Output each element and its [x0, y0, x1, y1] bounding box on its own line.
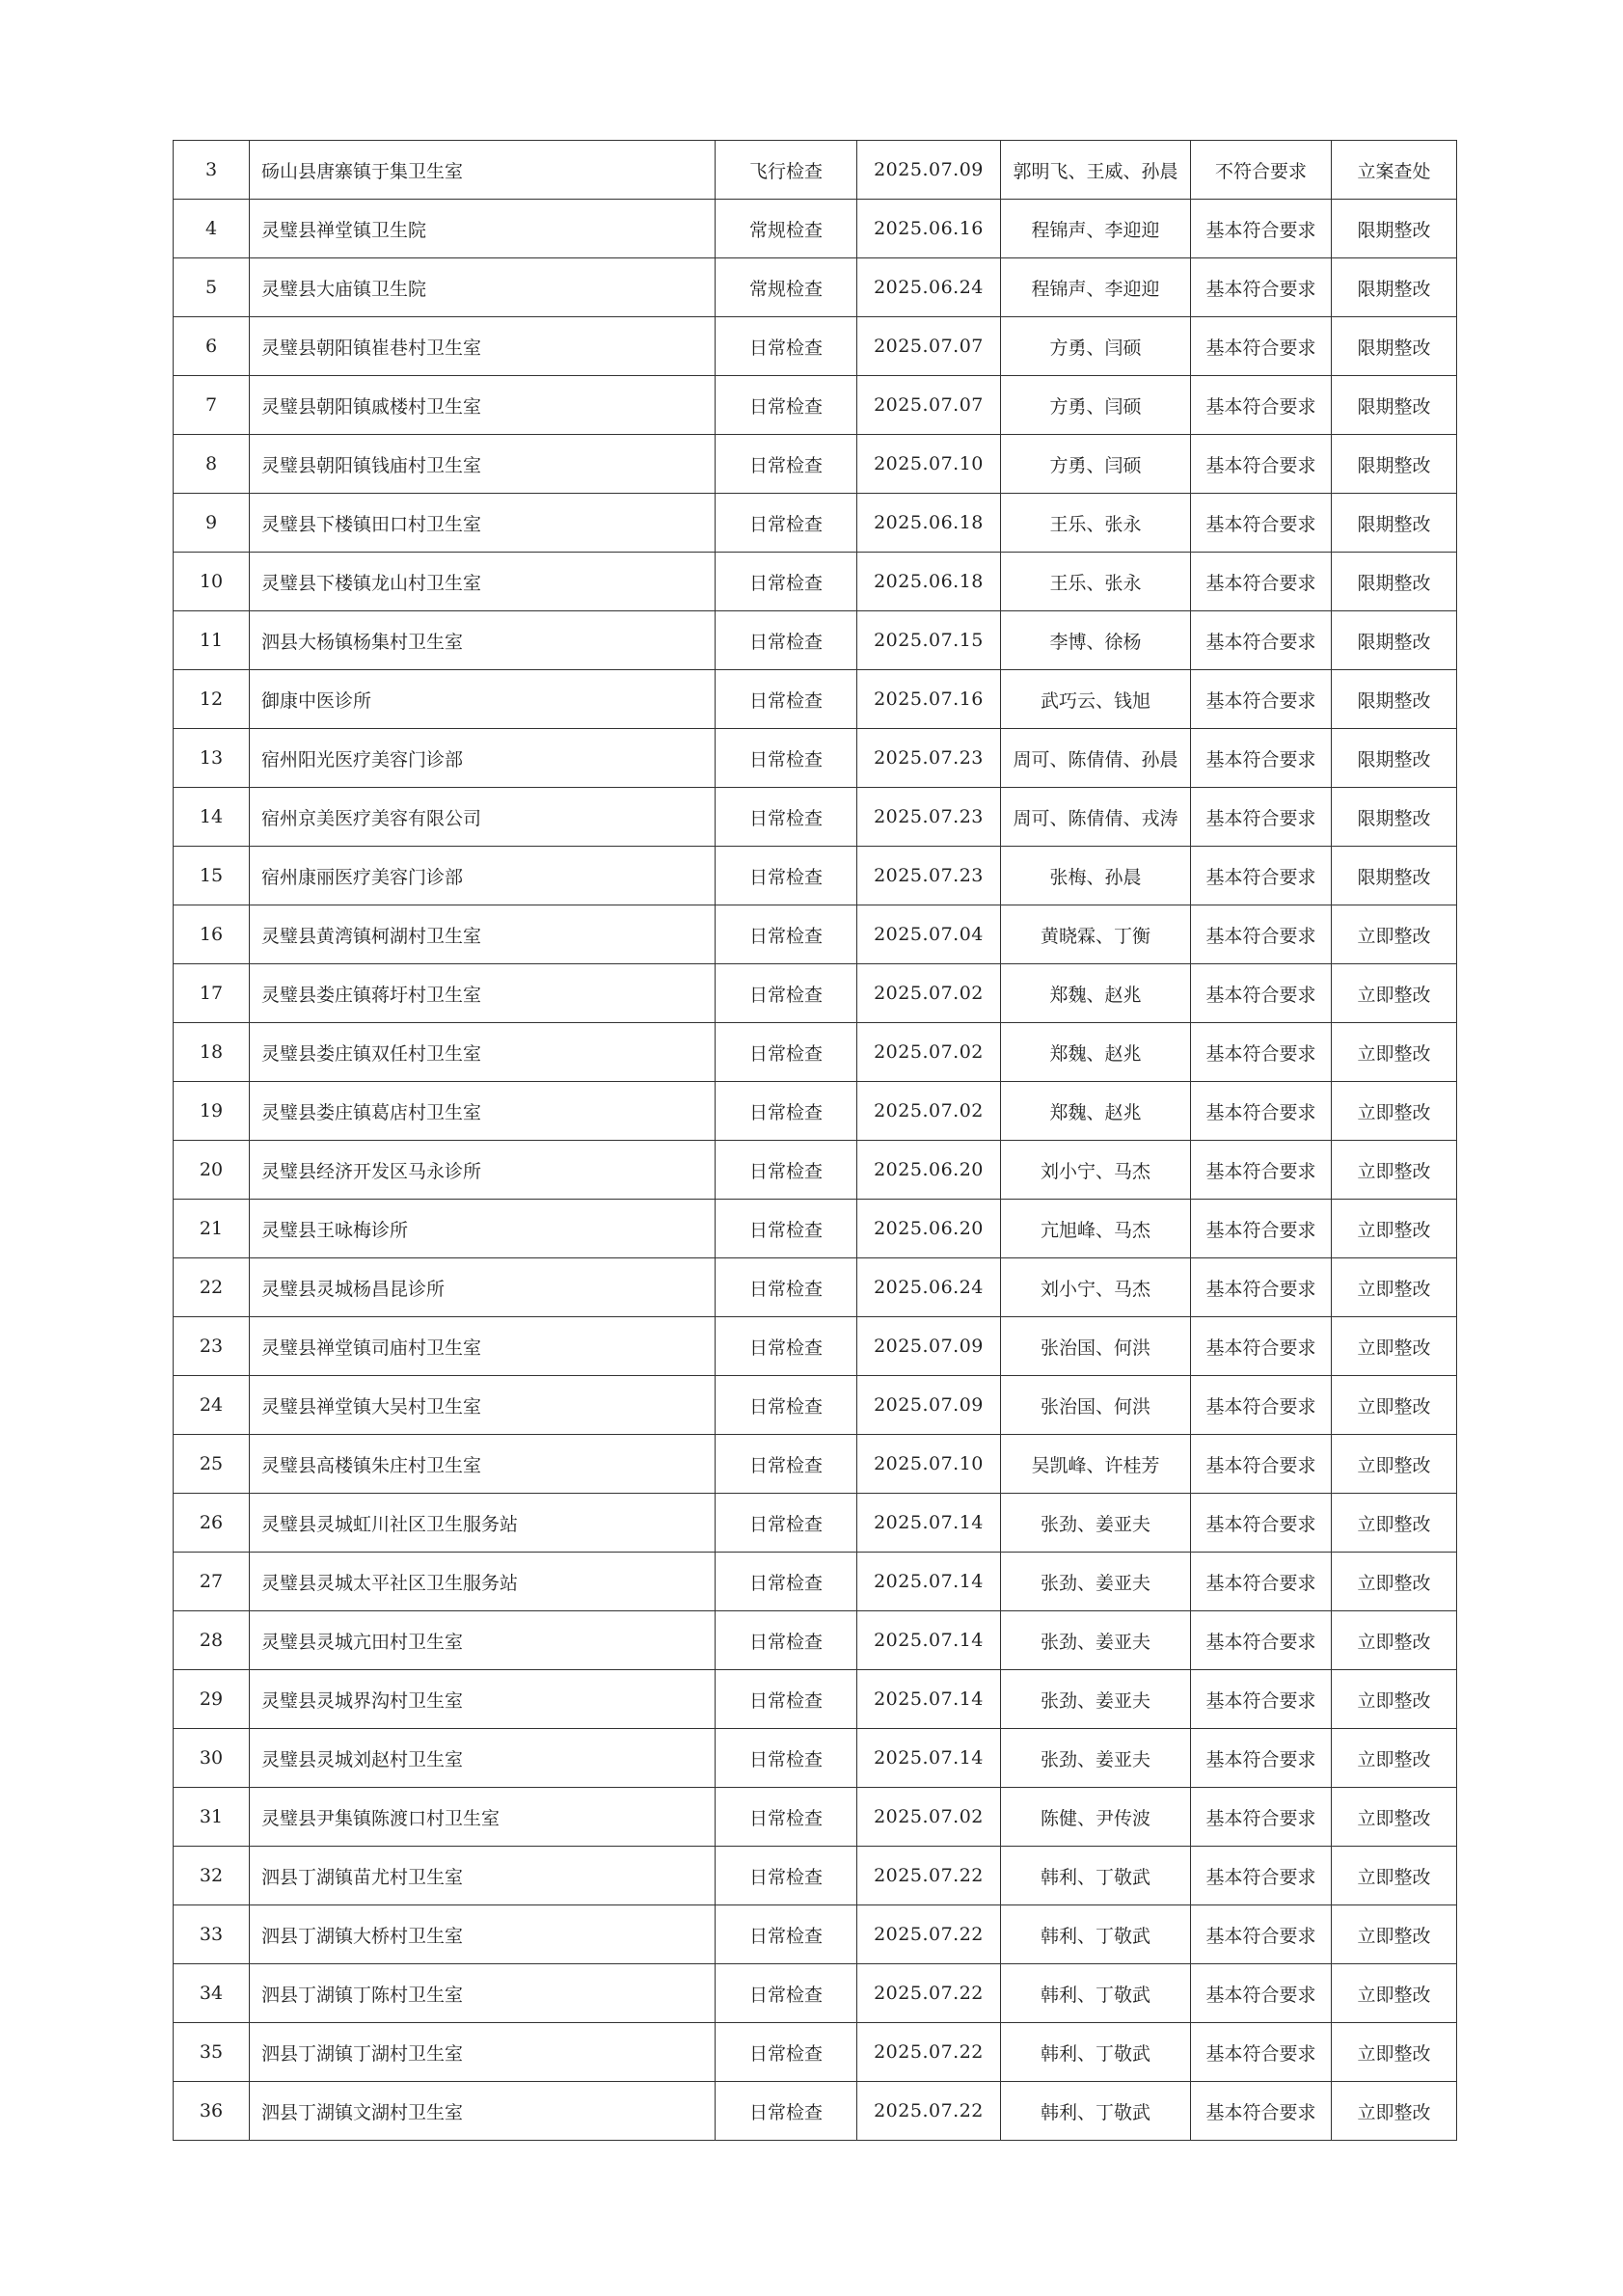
action-cell: 立即整改	[1332, 1611, 1457, 1670]
inspection-date-cell: 2025.07.22	[857, 2082, 1001, 2141]
table-row	[174, 1788, 1457, 1847]
action-cell: 限期整改	[1332, 317, 1457, 376]
facility-name-cell: 宿州康丽医疗美容门诊部	[250, 847, 716, 905]
inspectors-cell: 张劲、姜亚夫	[1001, 1494, 1191, 1553]
table-row	[174, 494, 1457, 553]
result-cell: 基本符合要求	[1191, 1258, 1332, 1317]
inspection-type-cell: 日常检查	[716, 1082, 857, 1141]
facility-name-cell: 灵璧县大庙镇卫生院	[250, 258, 716, 317]
row-number-cell: 14	[174, 788, 250, 847]
row-number-cell: 11	[174, 611, 250, 670]
row-number-cell: 4	[174, 200, 250, 258]
inspection-type-cell: 日常检查	[716, 964, 857, 1023]
inspectors-cell: 王乐、张永	[1001, 494, 1191, 553]
result-cell: 不符合要求	[1191, 141, 1332, 200]
inspection-table-container	[173, 140, 1456, 2141]
inspection-date-cell: 2025.07.14	[857, 1494, 1001, 1553]
row-number-cell: 33	[174, 1905, 250, 1964]
action-cell: 立即整改	[1332, 1376, 1457, 1435]
table-row	[174, 847, 1457, 905]
action-cell: 限期整改	[1332, 788, 1457, 847]
row-number-cell: 20	[174, 1141, 250, 1200]
table-row	[174, 1847, 1457, 1905]
result-cell: 基本符合要求	[1191, 1847, 1332, 1905]
table-row	[174, 1729, 1457, 1788]
table-row	[174, 1670, 1457, 1729]
facility-name-cell: 灵璧县朝阳镇钱庙村卫生室	[250, 435, 716, 494]
inspectors-cell: 韩利、丁敬武	[1001, 1905, 1191, 1964]
row-number-cell: 21	[174, 1200, 250, 1258]
inspectors-cell: 亢旭峰、马杰	[1001, 1200, 1191, 1258]
inspection-type-cell: 日常检查	[716, 2023, 857, 2082]
inspection-date-cell: 2025.07.23	[857, 847, 1001, 905]
inspection-type-cell: 日常检查	[716, 1670, 857, 1729]
inspection-date-cell: 2025.07.22	[857, 1905, 1001, 1964]
inspectors-cell: 王乐、张永	[1001, 553, 1191, 611]
action-cell: 立即整改	[1332, 1435, 1457, 1494]
action-cell: 立即整改	[1332, 1023, 1457, 1082]
result-cell: 基本符合要求	[1191, 2023, 1332, 2082]
row-number-cell: 5	[174, 258, 250, 317]
inspection-date-cell: 2025.07.04	[857, 905, 1001, 964]
inspection-type-cell: 日常检查	[716, 1905, 857, 1964]
action-cell: 立即整改	[1332, 1847, 1457, 1905]
inspectors-cell: 周可、陈倩倩、孙晨	[1001, 729, 1191, 788]
row-number-cell: 22	[174, 1258, 250, 1317]
table-row	[174, 2023, 1457, 2082]
row-number-cell: 25	[174, 1435, 250, 1494]
result-cell: 基本符合要求	[1191, 1317, 1332, 1376]
inspectors-cell: 郑魏、赵兆	[1001, 1023, 1191, 1082]
inspectors-cell: 张劲、姜亚夫	[1001, 1553, 1191, 1611]
table-row	[174, 1905, 1457, 1964]
table-row	[174, 788, 1457, 847]
facility-name-cell: 泗县丁湖镇大桥村卫生室	[250, 1905, 716, 1964]
inspection-type-cell: 日常检查	[716, 905, 857, 964]
facility-name-cell: 灵璧县王咏梅诊所	[250, 1200, 716, 1258]
action-cell: 限期整改	[1332, 611, 1457, 670]
action-cell: 立案查处	[1332, 141, 1457, 200]
row-number-cell: 12	[174, 670, 250, 729]
inspectors-cell: 刘小宁、马杰	[1001, 1258, 1191, 1317]
inspection-date-cell: 2025.07.14	[857, 1553, 1001, 1611]
inspection-type-cell: 日常检查	[716, 1200, 857, 1258]
action-cell: 立即整改	[1332, 1964, 1457, 2023]
row-number-cell: 24	[174, 1376, 250, 1435]
inspection-date-cell: 2025.07.09	[857, 141, 1001, 200]
inspection-type-cell: 日常检查	[716, 788, 857, 847]
row-number-cell: 13	[174, 729, 250, 788]
inspection-type-cell: 日常检查	[716, 729, 857, 788]
table-row	[174, 1376, 1457, 1435]
inspectors-cell: 程锦声、李迎迎	[1001, 258, 1191, 317]
facility-name-cell: 灵璧县灵城刘赵村卫生室	[250, 1729, 716, 1788]
facility-name-cell: 灵璧县娄庄镇蒋圩村卫生室	[250, 964, 716, 1023]
inspection-date-cell: 2025.07.23	[857, 788, 1001, 847]
row-number-cell: 35	[174, 2023, 250, 2082]
facility-name-cell: 灵璧县下楼镇龙山村卫生室	[250, 553, 716, 611]
inspectors-cell: 郑魏、赵兆	[1001, 964, 1191, 1023]
table-row	[174, 435, 1457, 494]
inspectors-cell: 周可、陈倩倩、戎涛	[1001, 788, 1191, 847]
table-row	[174, 1435, 1457, 1494]
table-row	[174, 1317, 1457, 1376]
inspection-date-cell: 2025.07.22	[857, 1847, 1001, 1905]
row-number-cell: 28	[174, 1611, 250, 1670]
facility-name-cell: 宿州京美医疗美容有限公司	[250, 788, 716, 847]
inspection-type-cell: 日常检查	[716, 1611, 857, 1670]
inspection-date-cell: 2025.06.18	[857, 494, 1001, 553]
inspectors-cell: 方勇、闫硕	[1001, 317, 1191, 376]
facility-name-cell: 砀山县唐寨镇于集卫生室	[250, 141, 716, 200]
result-cell: 基本符合要求	[1191, 1376, 1332, 1435]
table-row	[174, 1611, 1457, 1670]
inspectors-cell: 方勇、闫硕	[1001, 376, 1191, 435]
inspection-type-cell: 常规检查	[716, 258, 857, 317]
row-number-cell: 15	[174, 847, 250, 905]
action-cell: 立即整改	[1332, 964, 1457, 1023]
inspection-date-cell: 2025.07.07	[857, 317, 1001, 376]
action-cell: 立即整改	[1332, 1258, 1457, 1317]
inspection-type-cell: 日常检查	[716, 1317, 857, 1376]
inspection-date-cell: 2025.06.16	[857, 200, 1001, 258]
result-cell: 基本符合要求	[1191, 1788, 1332, 1847]
result-cell: 基本符合要求	[1191, 1082, 1332, 1141]
inspection-date-cell: 2025.07.07	[857, 376, 1001, 435]
facility-name-cell: 灵璧县朝阳镇戚楼村卫生室	[250, 376, 716, 435]
result-cell: 基本符合要求	[1191, 317, 1332, 376]
table-row	[174, 553, 1457, 611]
inspection-type-cell: 日常检查	[716, 317, 857, 376]
result-cell: 基本符合要求	[1191, 611, 1332, 670]
table-row	[174, 317, 1457, 376]
result-cell: 基本符合要求	[1191, 788, 1332, 847]
table-row	[174, 729, 1457, 788]
table-row	[174, 964, 1457, 1023]
table-row	[174, 2082, 1457, 2141]
inspection-date-cell: 2025.07.09	[857, 1376, 1001, 1435]
inspectors-cell: 韩利、丁敬武	[1001, 1964, 1191, 2023]
inspectors-cell: 武巧云、钱旭	[1001, 670, 1191, 729]
facility-name-cell: 泗县丁湖镇文湖村卫生室	[250, 2082, 716, 2141]
inspectors-cell: 韩利、丁敬武	[1001, 2023, 1191, 2082]
row-number-cell: 31	[174, 1788, 250, 1847]
inspection-date-cell: 2025.07.22	[857, 2023, 1001, 2082]
inspection-date-cell: 2025.06.24	[857, 258, 1001, 317]
table-row	[174, 200, 1457, 258]
result-cell: 基本符合要求	[1191, 1141, 1332, 1200]
facility-name-cell: 宿州阳光医疗美容门诊部	[250, 729, 716, 788]
result-cell: 基本符合要求	[1191, 553, 1332, 611]
result-cell: 基本符合要求	[1191, 729, 1332, 788]
inspectors-cell: 方勇、闫硕	[1001, 435, 1191, 494]
inspection-type-cell: 飞行检查	[716, 141, 857, 200]
result-cell: 基本符合要求	[1191, 1435, 1332, 1494]
row-number-cell: 30	[174, 1729, 250, 1788]
facility-name-cell: 灵璧县朝阳镇崔巷村卫生室	[250, 317, 716, 376]
inspection-type-cell: 日常检查	[716, 435, 857, 494]
inspection-date-cell: 2025.06.20	[857, 1141, 1001, 1200]
action-cell: 立即整改	[1332, 1141, 1457, 1200]
inspectors-cell: 张梅、孙晨	[1001, 847, 1191, 905]
facility-name-cell: 灵璧县灵城虹川社区卫生服务站	[250, 1494, 716, 1553]
inspectors-cell: 张劲、姜亚夫	[1001, 1729, 1191, 1788]
action-cell: 立即整改	[1332, 2082, 1457, 2141]
facility-name-cell: 泗县丁湖镇丁湖村卫生室	[250, 2023, 716, 2082]
action-cell: 限期整改	[1332, 729, 1457, 788]
facility-name-cell: 灵璧县灵城太平社区卫生服务站	[250, 1553, 716, 1611]
inspectors-cell: 郑魏、赵兆	[1001, 1082, 1191, 1141]
inspection-type-cell: 日常检查	[716, 1847, 857, 1905]
table-row	[174, 1200, 1457, 1258]
table-row	[174, 670, 1457, 729]
inspection-date-cell: 2025.07.02	[857, 1023, 1001, 1082]
table-row	[174, 1023, 1457, 1082]
inspection-date-cell: 2025.07.23	[857, 729, 1001, 788]
action-cell: 立即整改	[1332, 1788, 1457, 1847]
action-cell: 立即整改	[1332, 1494, 1457, 1553]
facility-name-cell: 灵璧县尹集镇陈渡口村卫生室	[250, 1788, 716, 1847]
action-cell: 立即整改	[1332, 1200, 1457, 1258]
table-row	[174, 1141, 1457, 1200]
result-cell: 基本符合要求	[1191, 200, 1332, 258]
inspection-type-cell: 日常检查	[716, 1729, 857, 1788]
action-cell: 限期整改	[1332, 376, 1457, 435]
action-cell: 限期整改	[1332, 847, 1457, 905]
inspection-type-cell: 日常检查	[716, 1376, 857, 1435]
result-cell: 基本符合要求	[1191, 435, 1332, 494]
table-row	[174, 258, 1457, 317]
action-cell: 立即整改	[1332, 1670, 1457, 1729]
inspectors-cell: 程锦声、李迎迎	[1001, 200, 1191, 258]
action-cell: 立即整改	[1332, 905, 1457, 964]
table-row	[174, 141, 1457, 200]
facility-name-cell: 泗县大杨镇杨集村卫生室	[250, 611, 716, 670]
inspection-table-body	[174, 141, 1457, 2141]
table-row	[174, 1082, 1457, 1141]
inspectors-cell: 张劲、姜亚夫	[1001, 1670, 1191, 1729]
inspection-type-cell: 日常检查	[716, 1553, 857, 1611]
inspection-type-cell: 日常检查	[716, 670, 857, 729]
row-number-cell: 34	[174, 1964, 250, 2023]
facility-name-cell: 御康中医诊所	[250, 670, 716, 729]
facility-name-cell: 灵璧县禅堂镇卫生院	[250, 200, 716, 258]
result-cell: 基本符合要求	[1191, 1964, 1332, 2023]
inspection-type-cell: 日常检查	[716, 1788, 857, 1847]
result-cell: 基本符合要求	[1191, 670, 1332, 729]
action-cell: 立即整改	[1332, 1082, 1457, 1141]
inspectors-cell: 李博、徐杨	[1001, 611, 1191, 670]
action-cell: 立即整改	[1332, 1553, 1457, 1611]
facility-name-cell: 灵璧县娄庄镇葛店村卫生室	[250, 1082, 716, 1141]
table-row	[174, 1553, 1457, 1611]
row-number-cell: 29	[174, 1670, 250, 1729]
inspection-type-cell: 日常检查	[716, 553, 857, 611]
row-number-cell: 16	[174, 905, 250, 964]
row-number-cell: 36	[174, 2082, 250, 2141]
facility-name-cell: 灵璧县禅堂镇司庙村卫生室	[250, 1317, 716, 1376]
facility-name-cell: 灵璧县经济开发区马永诊所	[250, 1141, 716, 1200]
facility-name-cell: 灵璧县灵城界沟村卫生室	[250, 1670, 716, 1729]
action-cell: 限期整改	[1332, 200, 1457, 258]
row-number-cell: 19	[174, 1082, 250, 1141]
facility-name-cell: 灵璧县下楼镇田口村卫生室	[250, 494, 716, 553]
facility-name-cell: 灵璧县娄庄镇双任村卫生室	[250, 1023, 716, 1082]
inspection-date-cell: 2025.06.24	[857, 1258, 1001, 1317]
inspection-date-cell: 2025.07.02	[857, 964, 1001, 1023]
inspection-type-cell: 日常检查	[716, 1964, 857, 2023]
inspection-type-cell: 日常检查	[716, 1023, 857, 1082]
inspection-date-cell: 2025.07.22	[857, 1964, 1001, 2023]
inspection-date-cell: 2025.07.10	[857, 1435, 1001, 1494]
inspection-date-cell: 2025.07.14	[857, 1670, 1001, 1729]
action-cell: 限期整改	[1332, 258, 1457, 317]
result-cell: 基本符合要求	[1191, 1611, 1332, 1670]
inspection-type-cell: 日常检查	[716, 494, 857, 553]
action-cell: 限期整改	[1332, 435, 1457, 494]
inspection-type-cell: 日常检查	[716, 376, 857, 435]
inspection-date-cell: 2025.07.14	[857, 1611, 1001, 1670]
inspection-date-cell: 2025.06.18	[857, 553, 1001, 611]
table-row	[174, 611, 1457, 670]
action-cell: 立即整改	[1332, 1905, 1457, 1964]
inspection-type-cell: 日常检查	[716, 1435, 857, 1494]
inspection-type-cell: 日常检查	[716, 1494, 857, 1553]
inspectors-cell: 张治国、何洪	[1001, 1376, 1191, 1435]
result-cell: 基本符合要求	[1191, 1905, 1332, 1964]
action-cell: 限期整改	[1332, 553, 1457, 611]
facility-name-cell: 灵璧县禅堂镇大吴村卫生室	[250, 1376, 716, 1435]
row-number-cell: 32	[174, 1847, 250, 1905]
inspectors-cell: 黄晓霖、丁衡	[1001, 905, 1191, 964]
row-number-cell: 9	[174, 494, 250, 553]
row-number-cell: 27	[174, 1553, 250, 1611]
facility-name-cell: 泗县丁湖镇苗尤村卫生室	[250, 1847, 716, 1905]
table-row	[174, 1964, 1457, 2023]
inspection-table	[173, 140, 1457, 2141]
table-row	[174, 1494, 1457, 1553]
result-cell: 基本符合要求	[1191, 258, 1332, 317]
result-cell: 基本符合要求	[1191, 376, 1332, 435]
row-number-cell: 7	[174, 376, 250, 435]
result-cell: 基本符合要求	[1191, 1494, 1332, 1553]
facility-name-cell: 灵璧县高楼镇朱庄村卫生室	[250, 1435, 716, 1494]
row-number-cell: 6	[174, 317, 250, 376]
result-cell: 基本符合要求	[1191, 964, 1332, 1023]
inspectors-cell: 张劲、姜亚夫	[1001, 1611, 1191, 1670]
inspectors-cell: 陈健、尹传波	[1001, 1788, 1191, 1847]
facility-name-cell: 灵璧县灵城杨昌昆诊所	[250, 1258, 716, 1317]
row-number-cell: 26	[174, 1494, 250, 1553]
inspectors-cell: 刘小宁、马杰	[1001, 1141, 1191, 1200]
table-row	[174, 376, 1457, 435]
result-cell: 基本符合要求	[1191, 1200, 1332, 1258]
inspectors-cell: 郭明飞、王威、孙晨	[1001, 141, 1191, 200]
row-number-cell: 18	[174, 1023, 250, 1082]
row-number-cell: 3	[174, 141, 250, 200]
table-row	[174, 1258, 1457, 1317]
inspection-date-cell: 2025.07.02	[857, 1788, 1001, 1847]
facility-name-cell: 灵璧县黄湾镇柯湖村卫生室	[250, 905, 716, 964]
inspectors-cell: 吴凯峰、许桂芳	[1001, 1435, 1191, 1494]
inspection-type-cell: 日常检查	[716, 847, 857, 905]
action-cell: 立即整改	[1332, 1317, 1457, 1376]
inspectors-cell: 张治国、何洪	[1001, 1317, 1191, 1376]
inspection-type-cell: 日常检查	[716, 2082, 857, 2141]
inspection-date-cell: 2025.07.10	[857, 435, 1001, 494]
row-number-cell: 8	[174, 435, 250, 494]
result-cell: 基本符合要求	[1191, 494, 1332, 553]
result-cell: 基本符合要求	[1191, 1553, 1332, 1611]
inspection-type-cell: 常规检查	[716, 200, 857, 258]
row-number-cell: 23	[174, 1317, 250, 1376]
inspection-type-cell: 日常检查	[716, 1258, 857, 1317]
inspectors-cell: 韩利、丁敬武	[1001, 1847, 1191, 1905]
action-cell: 立即整改	[1332, 2023, 1457, 2082]
result-cell: 基本符合要求	[1191, 1729, 1332, 1788]
inspection-date-cell: 2025.06.20	[857, 1200, 1001, 1258]
result-cell: 基本符合要求	[1191, 1023, 1332, 1082]
action-cell: 限期整改	[1332, 670, 1457, 729]
facility-name-cell: 泗县丁湖镇丁陈村卫生室	[250, 1964, 716, 2023]
table-row	[174, 905, 1457, 964]
inspection-date-cell: 2025.07.14	[857, 1729, 1001, 1788]
inspection-date-cell: 2025.07.02	[857, 1082, 1001, 1141]
action-cell: 限期整改	[1332, 494, 1457, 553]
facility-name-cell: 灵璧县灵城亢田村卫生室	[250, 1611, 716, 1670]
inspection-date-cell: 2025.07.15	[857, 611, 1001, 670]
inspection-type-cell: 日常检查	[716, 1141, 857, 1200]
inspection-date-cell: 2025.07.09	[857, 1317, 1001, 1376]
row-number-cell: 17	[174, 964, 250, 1023]
result-cell: 基本符合要求	[1191, 1670, 1332, 1729]
result-cell: 基本符合要求	[1191, 2082, 1332, 2141]
inspectors-cell: 韩利、丁敬武	[1001, 2082, 1191, 2141]
result-cell: 基本符合要求	[1191, 847, 1332, 905]
inspection-date-cell: 2025.07.16	[857, 670, 1001, 729]
inspection-type-cell: 日常检查	[716, 611, 857, 670]
row-number-cell: 10	[174, 553, 250, 611]
result-cell: 基本符合要求	[1191, 905, 1332, 964]
action-cell: 立即整改	[1332, 1729, 1457, 1788]
